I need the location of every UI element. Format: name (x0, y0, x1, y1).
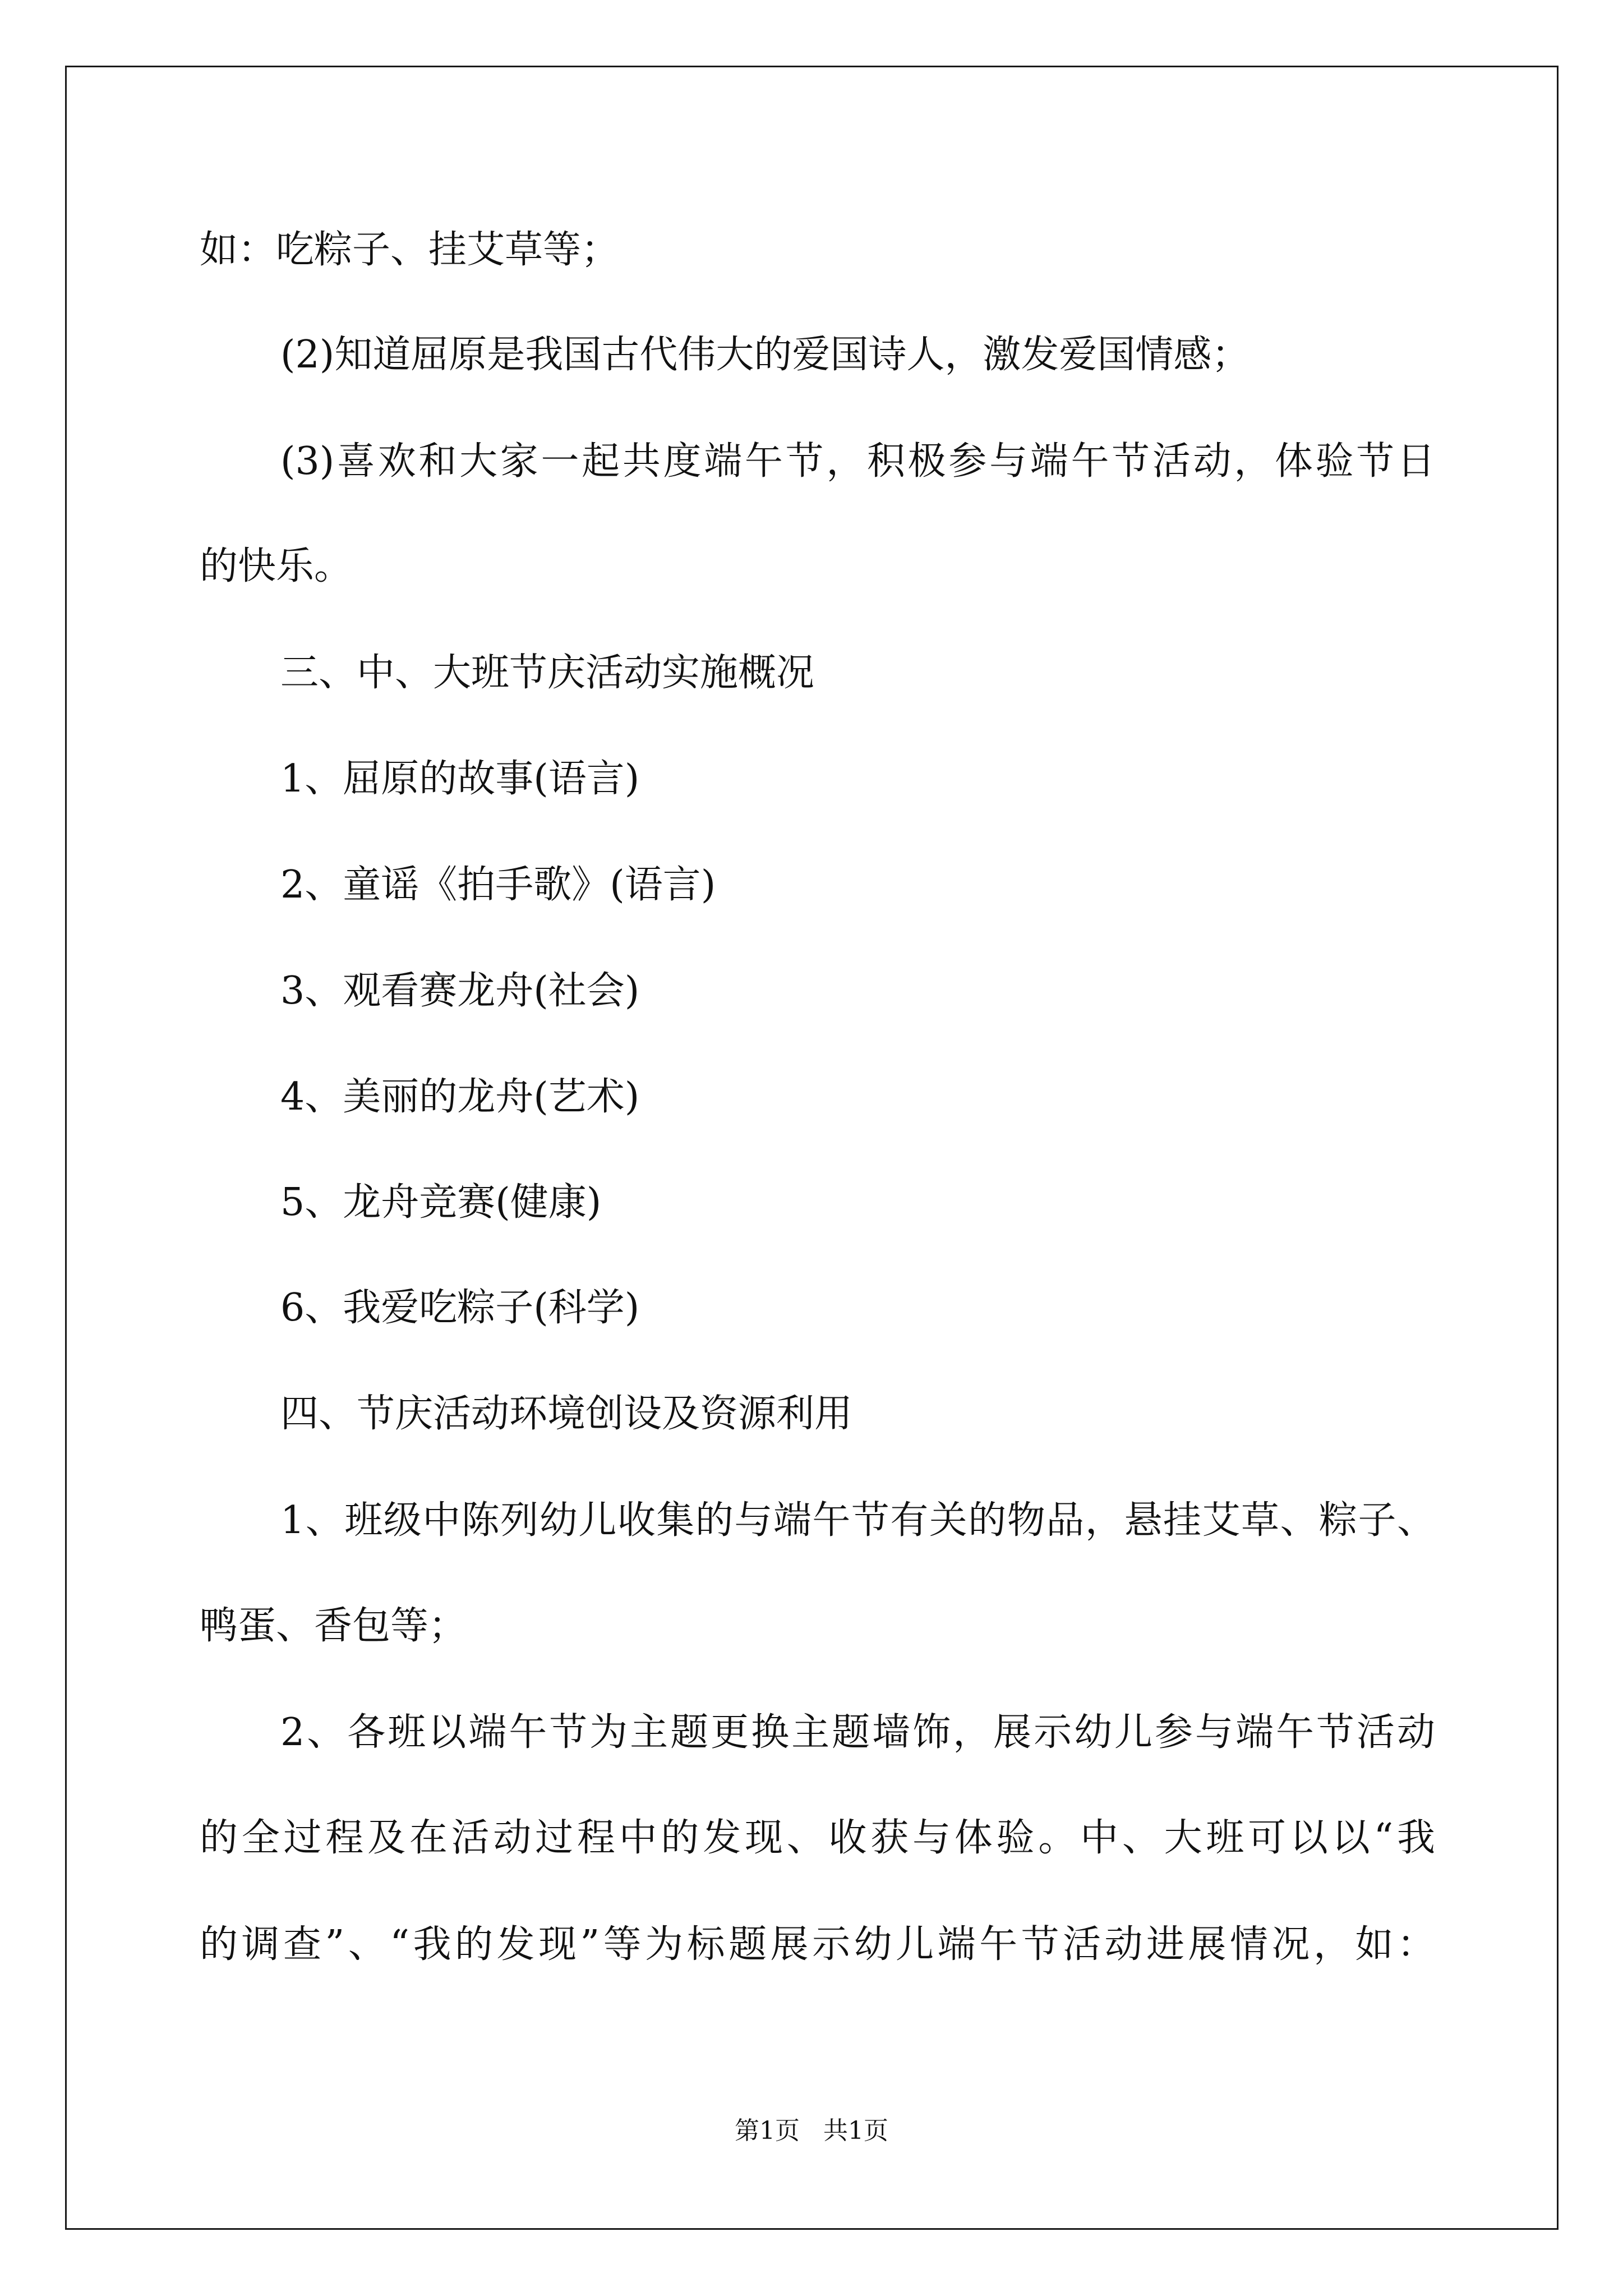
list-item: 5、龙舟竞赛(健康) (280, 1180, 602, 1225)
body-line: 如：吃粽子、挂艾草等； (200, 228, 620, 272)
section-heading: 三、中、大班节庆活动实施概况 (280, 651, 815, 695)
body-line: 的快乐。 (200, 544, 353, 588)
body-line: 鸭蛋、香包等； (200, 1604, 467, 1648)
body-line: 的调查”、“我的发现”等为标题展示幼儿端午节活动进展情况，如： (200, 1922, 1435, 1967)
list-item: 2、童谣《拍手歌》(语言) (280, 863, 716, 907)
body-line: (2)知道屈原是我国古代伟大的爱国诗人，激发爱国情感； (280, 333, 1250, 377)
list-item: 4、美丽的龙舟(艺术) (280, 1075, 640, 1119)
section-heading: 四、节庆活动环境创设及资源利用 (280, 1392, 853, 1436)
list-item: 6、我爱吃粽子(科学) (280, 1286, 640, 1330)
body-line: 2、各班以端午节为主题更换主题墙饰，展示幼儿参与端午节活动 (280, 1710, 1435, 1755)
body-line: (3)喜欢和大家一起共度端午节，积极参与端午节活动，体验节日 (280, 439, 1435, 484)
page-border (65, 66, 1559, 2230)
list-item: 3、观看赛龙舟(社会) (280, 969, 640, 1013)
body-line: 1、班级中陈列幼儿收集的与端午节有关的物品，悬挂艾草、粽子、 (280, 1498, 1435, 1543)
list-item: 1、屈原的故事(语言) (280, 757, 640, 801)
body-line: 的全过程及在活动过程中的发现、收获与体验。中、大班可以以“我 (200, 1816, 1435, 1860)
page-footer: 第1页 共1页 (735, 2116, 888, 2145)
